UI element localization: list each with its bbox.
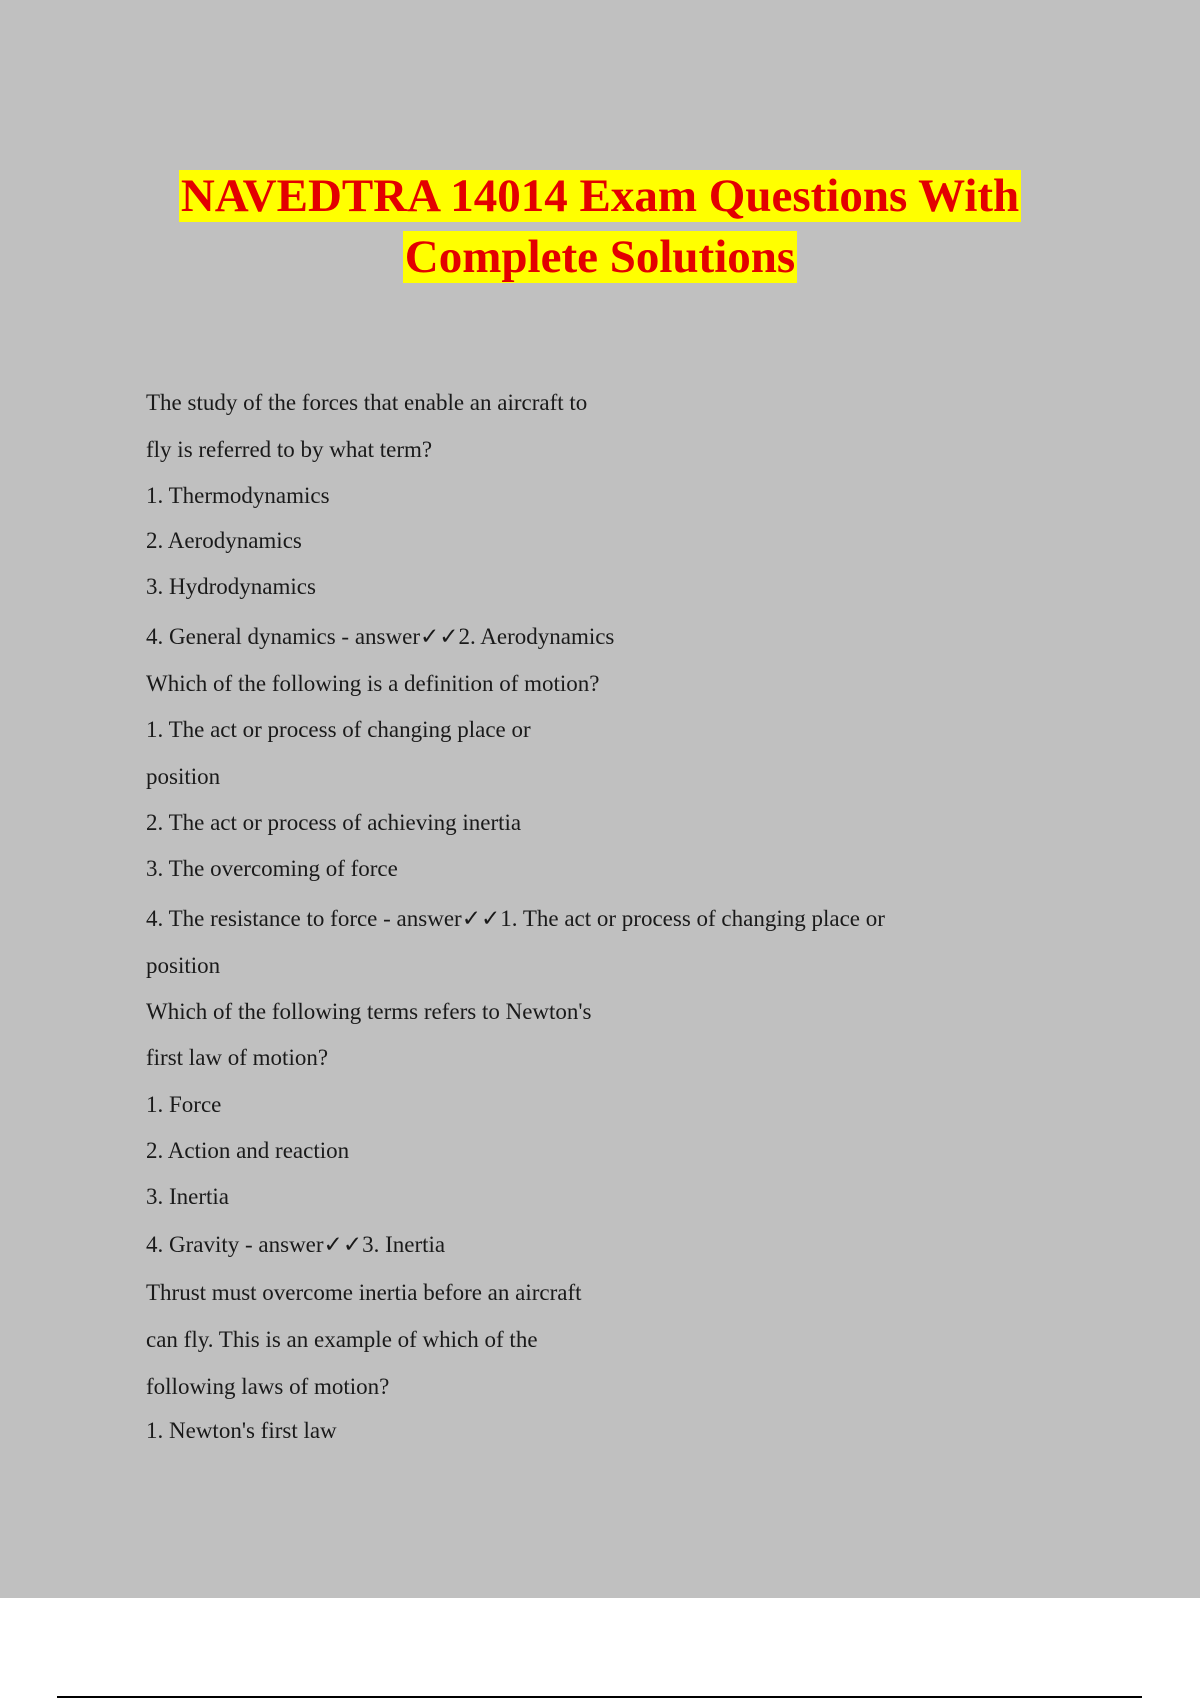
title-line-2: Complete Solutions: [404, 231, 796, 283]
text-line: following laws of motion?: [146, 1374, 390, 1399]
text-line: fly is referred to by what term?: [146, 437, 433, 462]
text-line: The study of the forces that enable an aircraft to: [146, 390, 588, 415]
text-line: 4. Gravity - answer✓✓3. Inertia: [146, 1232, 446, 1257]
page-divider: [57, 1696, 1142, 1698]
text-line: Which of the following terms refers to Newton's: [146, 999, 592, 1024]
text-line: 1. Thermodynamics: [146, 483, 330, 508]
text-line: first law of motion?: [146, 1045, 329, 1070]
text-line: 3. The overcoming of force: [146, 856, 398, 881]
text-line: 1. The act or process of changing place or: [146, 717, 531, 742]
text-line: 4. General dynamics - answer✓✓2. Aerodynamics: [146, 624, 615, 649]
text-line: can fly. This is an example of which of the: [146, 1327, 538, 1352]
text-line: position: [146, 764, 221, 789]
text-line: 2. Action and reaction: [146, 1138, 350, 1163]
text-line: 2. Aerodynamics: [146, 528, 302, 553]
text-line: 1. Newton's first law: [146, 1418, 337, 1443]
text-line: 1. Force: [146, 1092, 222, 1117]
text-line: 3. Hydrodynamics: [146, 574, 316, 599]
text-line: Thrust must overcome inertia before an aircraft: [146, 1280, 582, 1305]
document-title: [0, 166, 1200, 288]
text-line: 2. The act or process of achieving inertia: [146, 810, 522, 835]
text-line: 4. The resistance to force - answer✓✓1. The act or process of changing place or: [146, 906, 885, 931]
text-line: Which of the following is a definition of motion?: [146, 671, 600, 696]
text-line: position: [146, 953, 221, 978]
title-line-1: NAVEDTRA 14014 Exam Questions With: [180, 170, 1020, 222]
text-line: 3. Inertia: [146, 1184, 230, 1209]
